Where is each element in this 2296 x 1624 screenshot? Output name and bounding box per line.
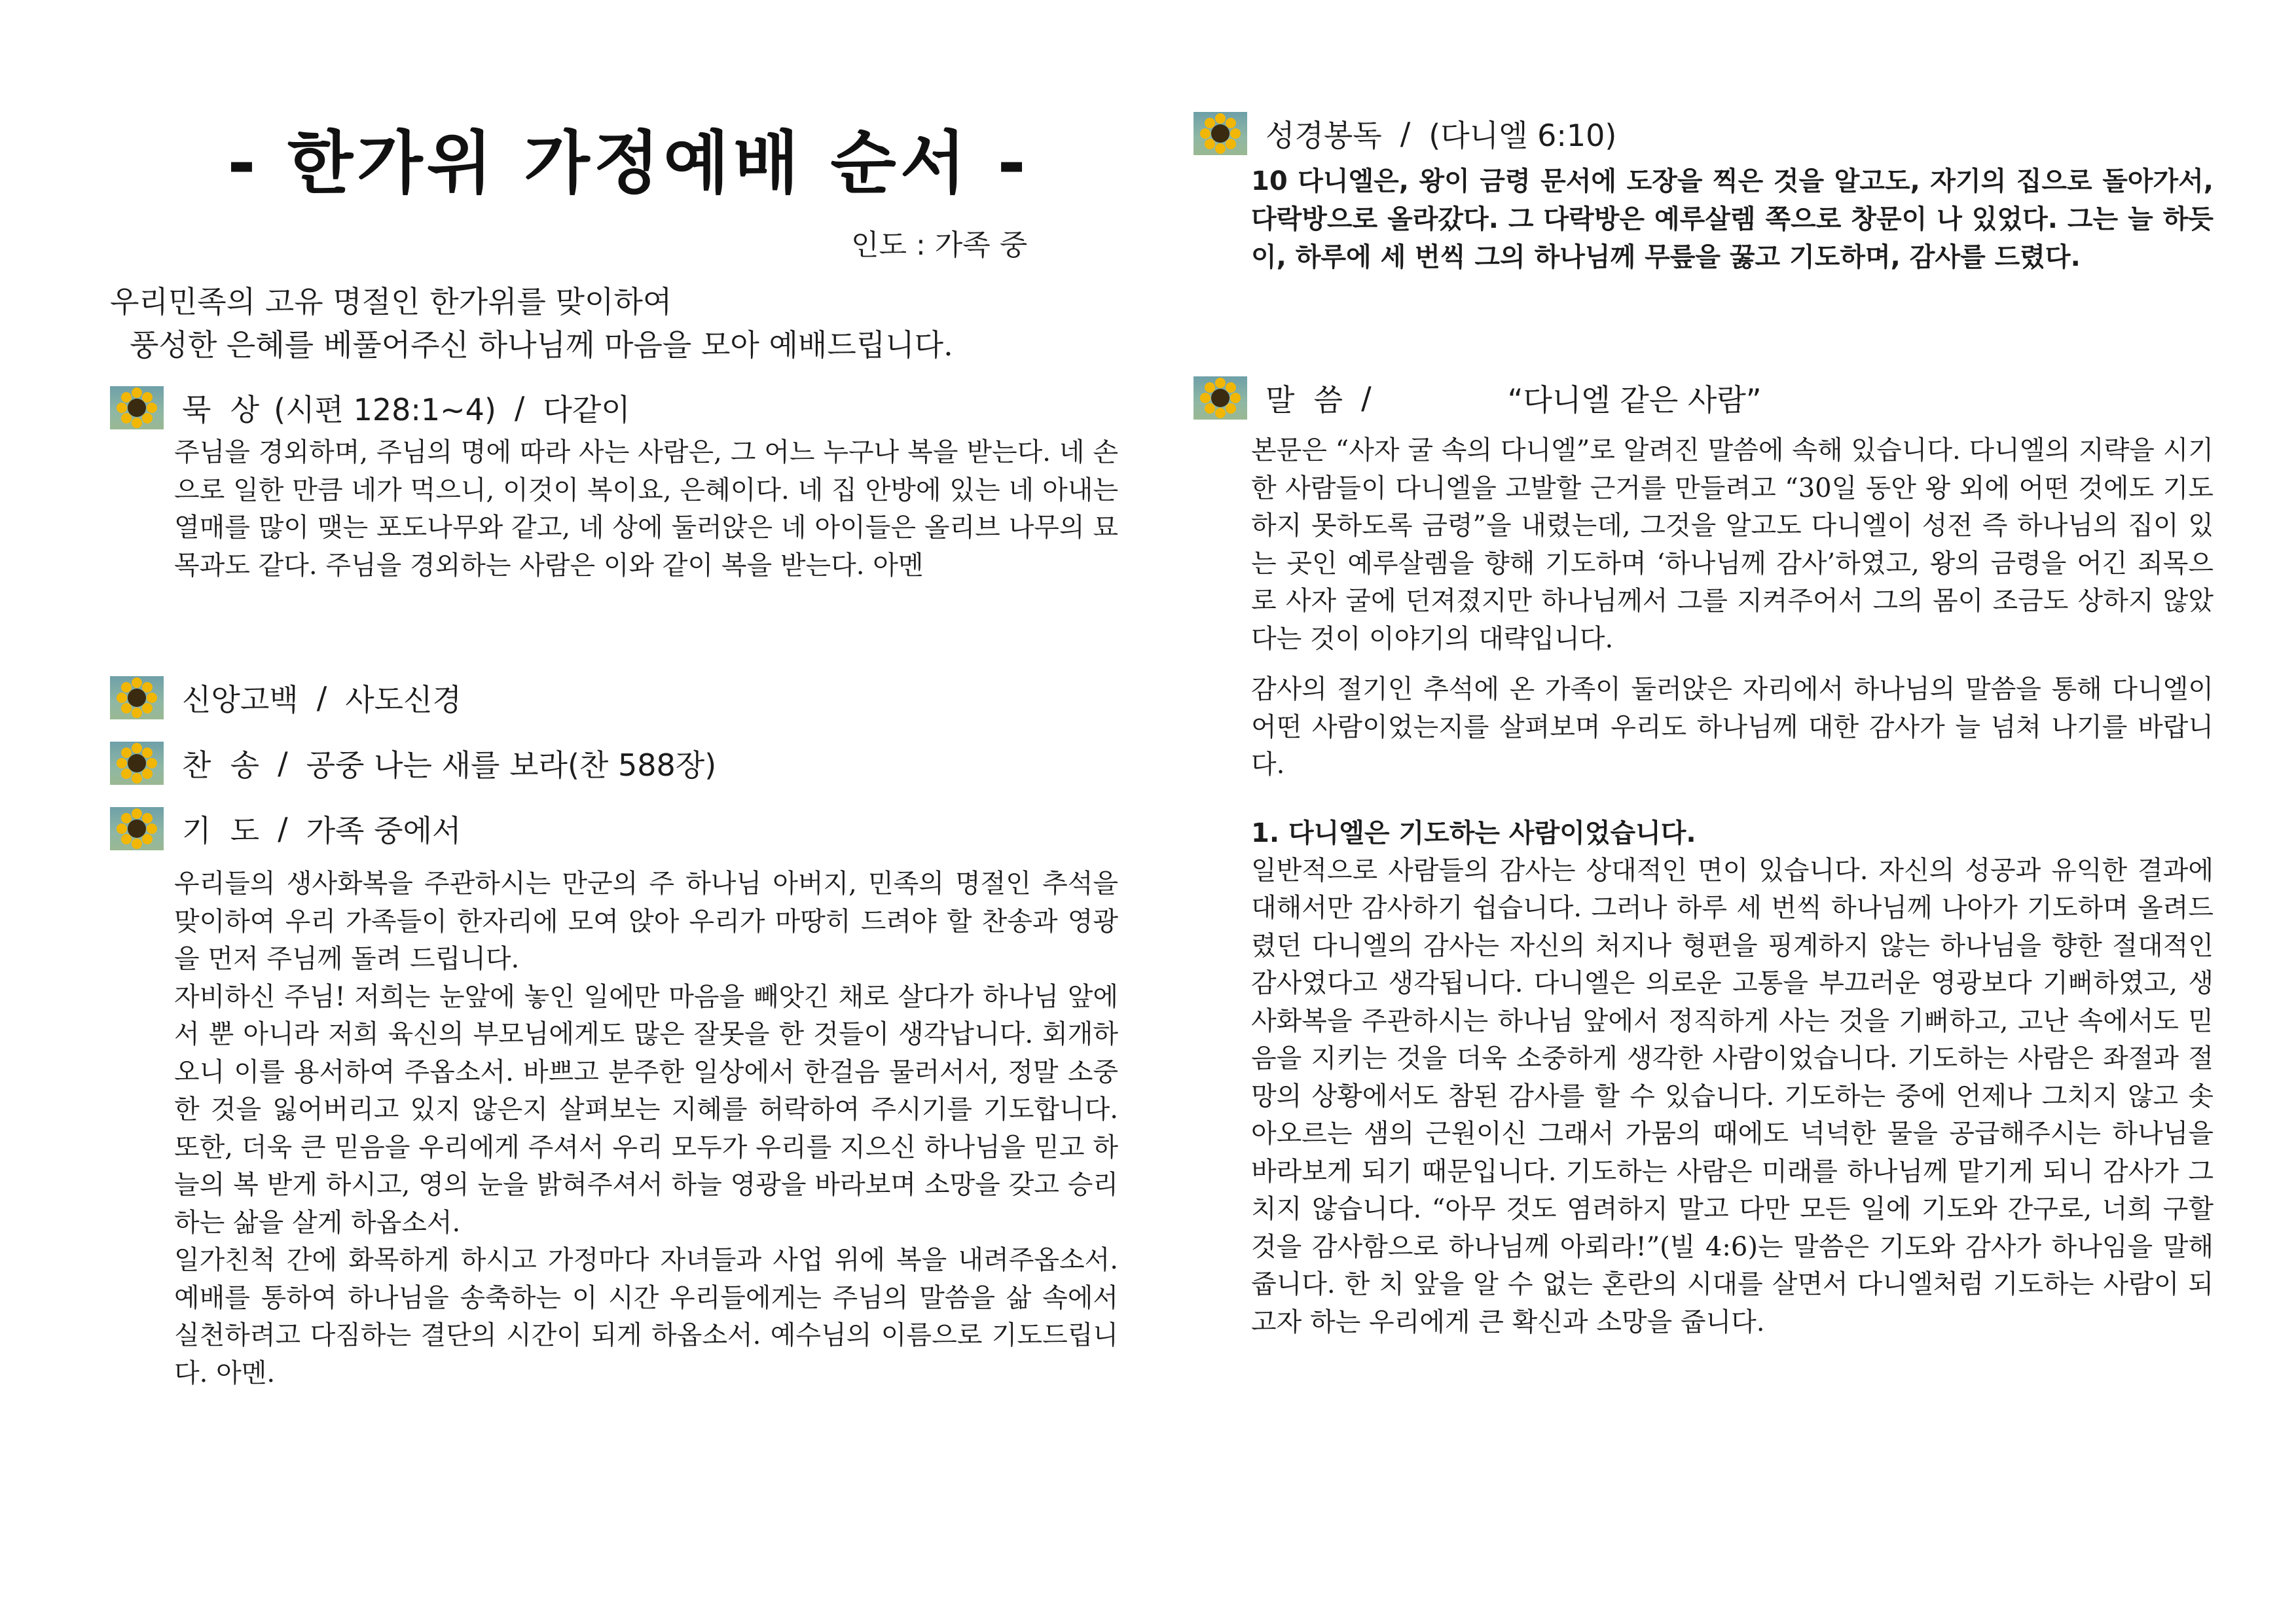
creed-label: 신앙고백 (182, 682, 299, 717)
separator: / (1361, 380, 1372, 416)
separator: / (1400, 116, 1411, 151)
separator: / (278, 746, 288, 781)
hymn-label: 찬 송 (182, 748, 260, 783)
sermon-heading (1194, 373, 2228, 423)
hymn-value: 공중 나는 새를 보라(찬 588장) (306, 748, 717, 783)
section-hymn (110, 738, 1118, 788)
creed-value: 사도신경 (345, 682, 462, 717)
hymn-heading (110, 738, 1118, 788)
prayer-label: 기 도 (182, 813, 260, 848)
point-1-text: 일반적으로 사람들의 감사는 상대적인 면이 있습니다. 자신의 성공과 유익한 결과에 대해서만 감사하기 쉽습니다. 그러나 하루 세 번씩 하나님께 나아가 기도하며 올려드렸던 다니엘의 감사는 자신의 처지나 형편을 핑계하지 않는 하나님을 향한 절대적인 감사였다고 생각됩니다. 다니엘은 의로운 고통을 부끄러운 영광보다 기뻐하였고, 생사화복을 주관하시는 하나님 앞에서 정직하게 사는 것을 기뻐하고, 고난 속에서도 믿음을 지키는 것을 더욱 소중하게 생각한 사람이었습니다. 기도하는 사람은 좌절과 절망의 상황에서도 참된 감사를 할 수 있습니다. 기도하는 중에 언제나 그치지 않고 솟아오르는 샘의 근원이신 그래서 가뭄의 때에도 넉넉한 물을 공급해주시는 하나님을 바라보게 되기 때문입니다. 기도하는 사람은 미래를 하나님께 맡기게 되니 감사가 그치지 않습니다. “아무 것도 염려하지 말고 다만 모든 일에 기도와 간구로, 너희 구할 것을 감사함으로 하나님께 아뢰라!”(빌 4:6)는 말씀은 기도와 감사가 하나임을 말해줍니다. 한 치 앞을 알 수 없는 혼란의 시대를 살면서 다니엘처럼 기도하는 사람이 되고자 하는 우리에게 큰 확신과 소망을 줍니다. (1251, 855, 2214, 1337)
sermon-label: 말 씀 (1266, 382, 1343, 418)
section-creed (110, 673, 1118, 723)
meditation-text (110, 434, 1118, 585)
meditation-who: 다같이 (543, 392, 630, 427)
prayer-paragraph: 일가친척 간에 화목하게 하시고 가정마다 자녀들과 사업 위에 복을 내려주옵소서. 예배를 통하여 하나님을 송축하는 이 시간 우리들에게는 주님의 말씀을 삶 속에서 실천하려고 다짐하는 결단의 시간이 되게 하옵소서. 예수님의 이름으로 기도드립니다. 아멘. (174, 1245, 1118, 1388)
section-meditation (110, 383, 1118, 585)
intro-line-2: 풍성한 은혜를 베풀어주신 하나님께 마음을 모아 예배드립니다. (130, 327, 953, 363)
prayer-who: 가족 중에서 (306, 813, 462, 848)
creed-heading (110, 673, 1118, 723)
reading-label: 성경봉독 (1266, 118, 1382, 153)
sermon-text (1194, 432, 2214, 1341)
section-sermon (1194, 373, 2228, 1341)
prayer-paragraph: 우리들의 생사화복을 주관하시는 만군의 주 하나님 아버지, 민족의 명절인 추석을 맞이하여 우리 가족들이 한자리에 모여 앉아 우리가 마땅히 드려야 할 찬송과 영광을 먼저 주님께 돌려 드립니다. (174, 869, 1118, 974)
separator: / (316, 680, 327, 715)
sermon-title: “다니엘 같은 사람” (1507, 382, 1762, 418)
reading-passage: 10 다니엘은, 왕이 금령 문서에 도장을 찍은 것을 알고도, 자기의 집으로 돌아가서, 다락방으로 올라갔다. 그 다락방은 예루살렘 쪽으로 창문이 나 있었다. 그는 늘 하듯이, 하루에 세 번씩 그의 하나님께 무릎을 꿇고 기도하며, 감사를 드렸다. (1251, 166, 2214, 272)
separator: / (278, 811, 288, 846)
intro-line-1: 우리민족의 고유 명절인 한가위를 맞이하여 (110, 284, 672, 319)
sunflower-icon (110, 807, 164, 850)
sunflower-icon (110, 386, 164, 429)
meditation-label: 묵 상 (182, 392, 260, 427)
leader-line: 인도 : 가족 중 (851, 228, 1028, 262)
sunflower-icon (1194, 376, 1247, 420)
prayer-text (110, 865, 1118, 1392)
reading-heading (1194, 109, 2228, 158)
sunflower-icon (110, 676, 164, 719)
section-prayer (110, 804, 1118, 1392)
section-reading (1194, 109, 2228, 276)
sermon-paragraph: 감사의 절기인 추석에 온 가족이 둘러앉은 자리에서 하나님의 말씀을 통해 다니엘이 어떤 사람이었는지를 살펴보며 우리도 하나님께 대한 감사가 늘 넘쳐 나기를 바랍니다. (1251, 674, 2214, 780)
prayer-heading (110, 804, 1118, 854)
reading-ref: (다니엘 6:10) (1429, 118, 1617, 153)
separator: / (514, 390, 525, 425)
meditation-heading (110, 383, 1118, 433)
meditation-ref: (시편 128:1~4) (274, 392, 496, 427)
prayer-paragraph: 자비하신 주님! 저희는 눈앞에 놓인 일에만 마음을 빼앗긴 채로 살다가 하나님 앞에서 뿐 아니라 저희 육신의 부모님에게도 많은 잘못을 한 것들이 생각납니다. 회개하오니 이를 용서하여 주옵소서. 바쁘고 분주한 일상에서 한걸음 물러서서, 정말 소중한 것을 잃어버리고 있지 않은지 살펴보는 지혜를 허락하여 주시기를 기도합니다. 또한, 더욱 큰 믿음을 우리에게 주셔서 우리 모두가 우리를 지으신 하나님을 믿고 하늘의 복 받게 하시고, 영의 눈을 밝혀주셔서 하늘 영광을 바라보며 소망을 갖고 승리하는 삶을 살게 하옵소서. (174, 981, 1118, 1238)
sermon-paragraph: 본문은 “사자 굴 속의 다니엘”로 알려진 말씀에 속해 있습니다. 다니엘의 지략을 시기한 사람들이 다니엘을 고발할 근거를 만들려고 “30일 동안 왕 외에 어떤 것에도 기도하지 못하도록 금령”을 내렸는데, 그것을 알고도 다니엘이 성전 즉 하나님의 집이 있는 곳인 예루살렘을 향해 기도하며 ‘하나님께 감사’하였고, 왕의 금령을 어긴 죄목으로 사자 굴에 던져졌지만 하나님께서 그를 지켜주어서 그의 몸이 조금도 상하지 않았다는 것이 이야기의 대략입니다. (1251, 435, 2214, 654)
sunflower-icon (1194, 112, 1247, 155)
intro (110, 280, 1118, 367)
point-1-heading: 1. 다니엘은 기도하는 사람이었습니다. (1251, 818, 1696, 848)
meditation-paragraph: 주님을 경외하며, 주님의 명에 따라 사는 사람은, 그 어느 누구나 복을 받는다. 네 손으로 일한 만큼 네가 먹으니, 이것이 복이요, 은혜이다. 네 집 안방에 있는 네 아내는 열매를 많이 맺는 포도나무와 같고, 네 상에 둘러앉은 네 아이들은 올리브 나무의 묘목과도 같다. 주님을 경외하는 사람은 이와 같이 복을 받는다. 아멘 (174, 437, 1118, 581)
sunflower-icon (110, 742, 164, 785)
page-title: - 한가위 가정예배 순서 - (227, 123, 1030, 203)
